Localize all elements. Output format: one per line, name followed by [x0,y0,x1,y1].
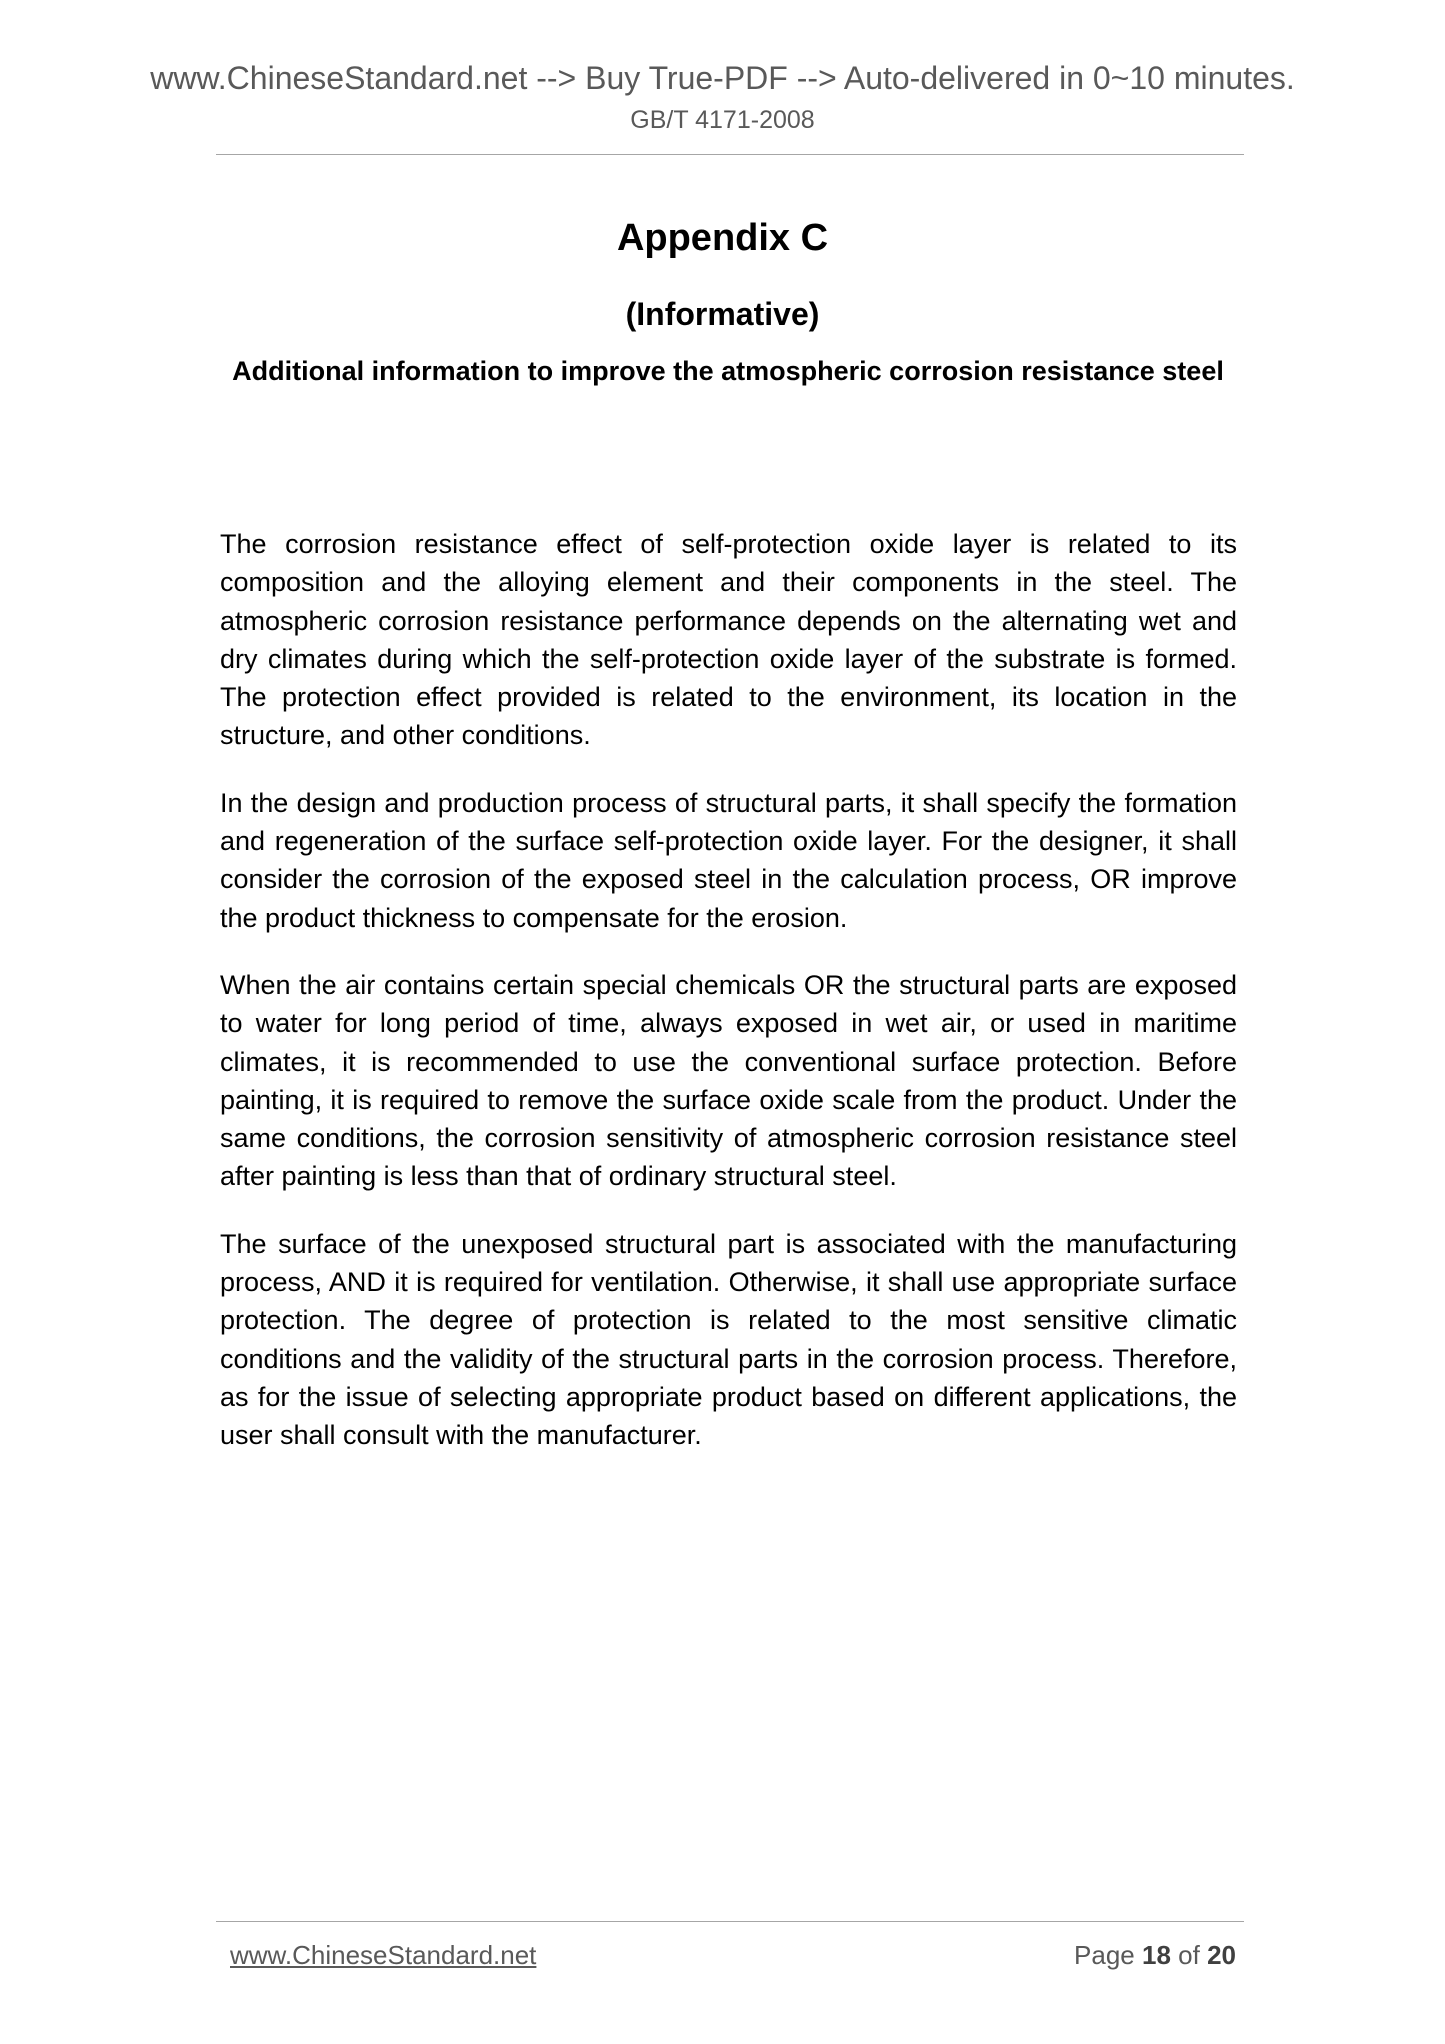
paragraph-4: The surface of the unexposed structural part is associated with the manufacturing process, AND it is required for ventilation. Otherwise, it shall use appropriate surface protection. The degree of protection is related to the most sensitive climatic conditions and the validity of the structural parts in the corrosion process. Therefore, as for the issue of selecting appropriate product based on different applications, the user shall consult with the manufacturer. [220,1228,1237,1451]
paragraph-2: In the design and production process of structural parts, it shall specify the formation and regeneration of the surface self-protection oxide layer. For the designer, it shall consider the corrosion of the exposed steel in the calculation process, OR improve the product thickness to compensate for the erosion. [220,787,1237,933]
body-text [220,525,1237,1484]
appendix-subtitle: Additional information to improve the atmospheric corrosion resistance steel [232,356,1224,386]
page-number [1074,1938,1236,1972]
page-of-label: of [1178,1940,1200,1970]
paragraph-1: The corrosion resistance effect of self-protection oxide layer is related to its composition and the alloying element and their components in the steel. The atmospheric corrosion resistance performance depends on the alternating wet and dry climates during which the self-protection oxide layer of the substrate is formed. The protection effect provided is related to the environment, its location in the structure, and other conditions. [220,529,1237,751]
total-pages: 20 [1207,1940,1236,1970]
footer-website-link[interactable]: www.ChineseStandard.net [230,1940,537,1970]
page-label: Page [1074,1940,1135,1970]
appendix-title: Appendix C [616,217,829,259]
document-code: GB/T 4171-2008 [630,106,815,134]
header-divider [216,154,1244,155]
appendix-type: (Informative) [625,296,820,332]
current-page: 18 [1142,1940,1171,1970]
footer-divider [216,1921,1244,1922]
header-banner: www.ChineseStandard.net --> Buy True-PDF --> Auto-delivered in 0~10 minutes. [150,60,1295,96]
paragraph-3: When the air contains certain special chemicals OR the structural parts are exposed to water for long period of time, always exposed in wet air, or used in maritime climates, it is recommended to use the conventional surface protection. Before painting, it is required to remove the surface oxide scale from the product. Under the same conditions, the corrosion sensitivity of atmospheric corrosion resistance steel after painting is less than that of ordinary structural steel. [220,969,1237,1192]
